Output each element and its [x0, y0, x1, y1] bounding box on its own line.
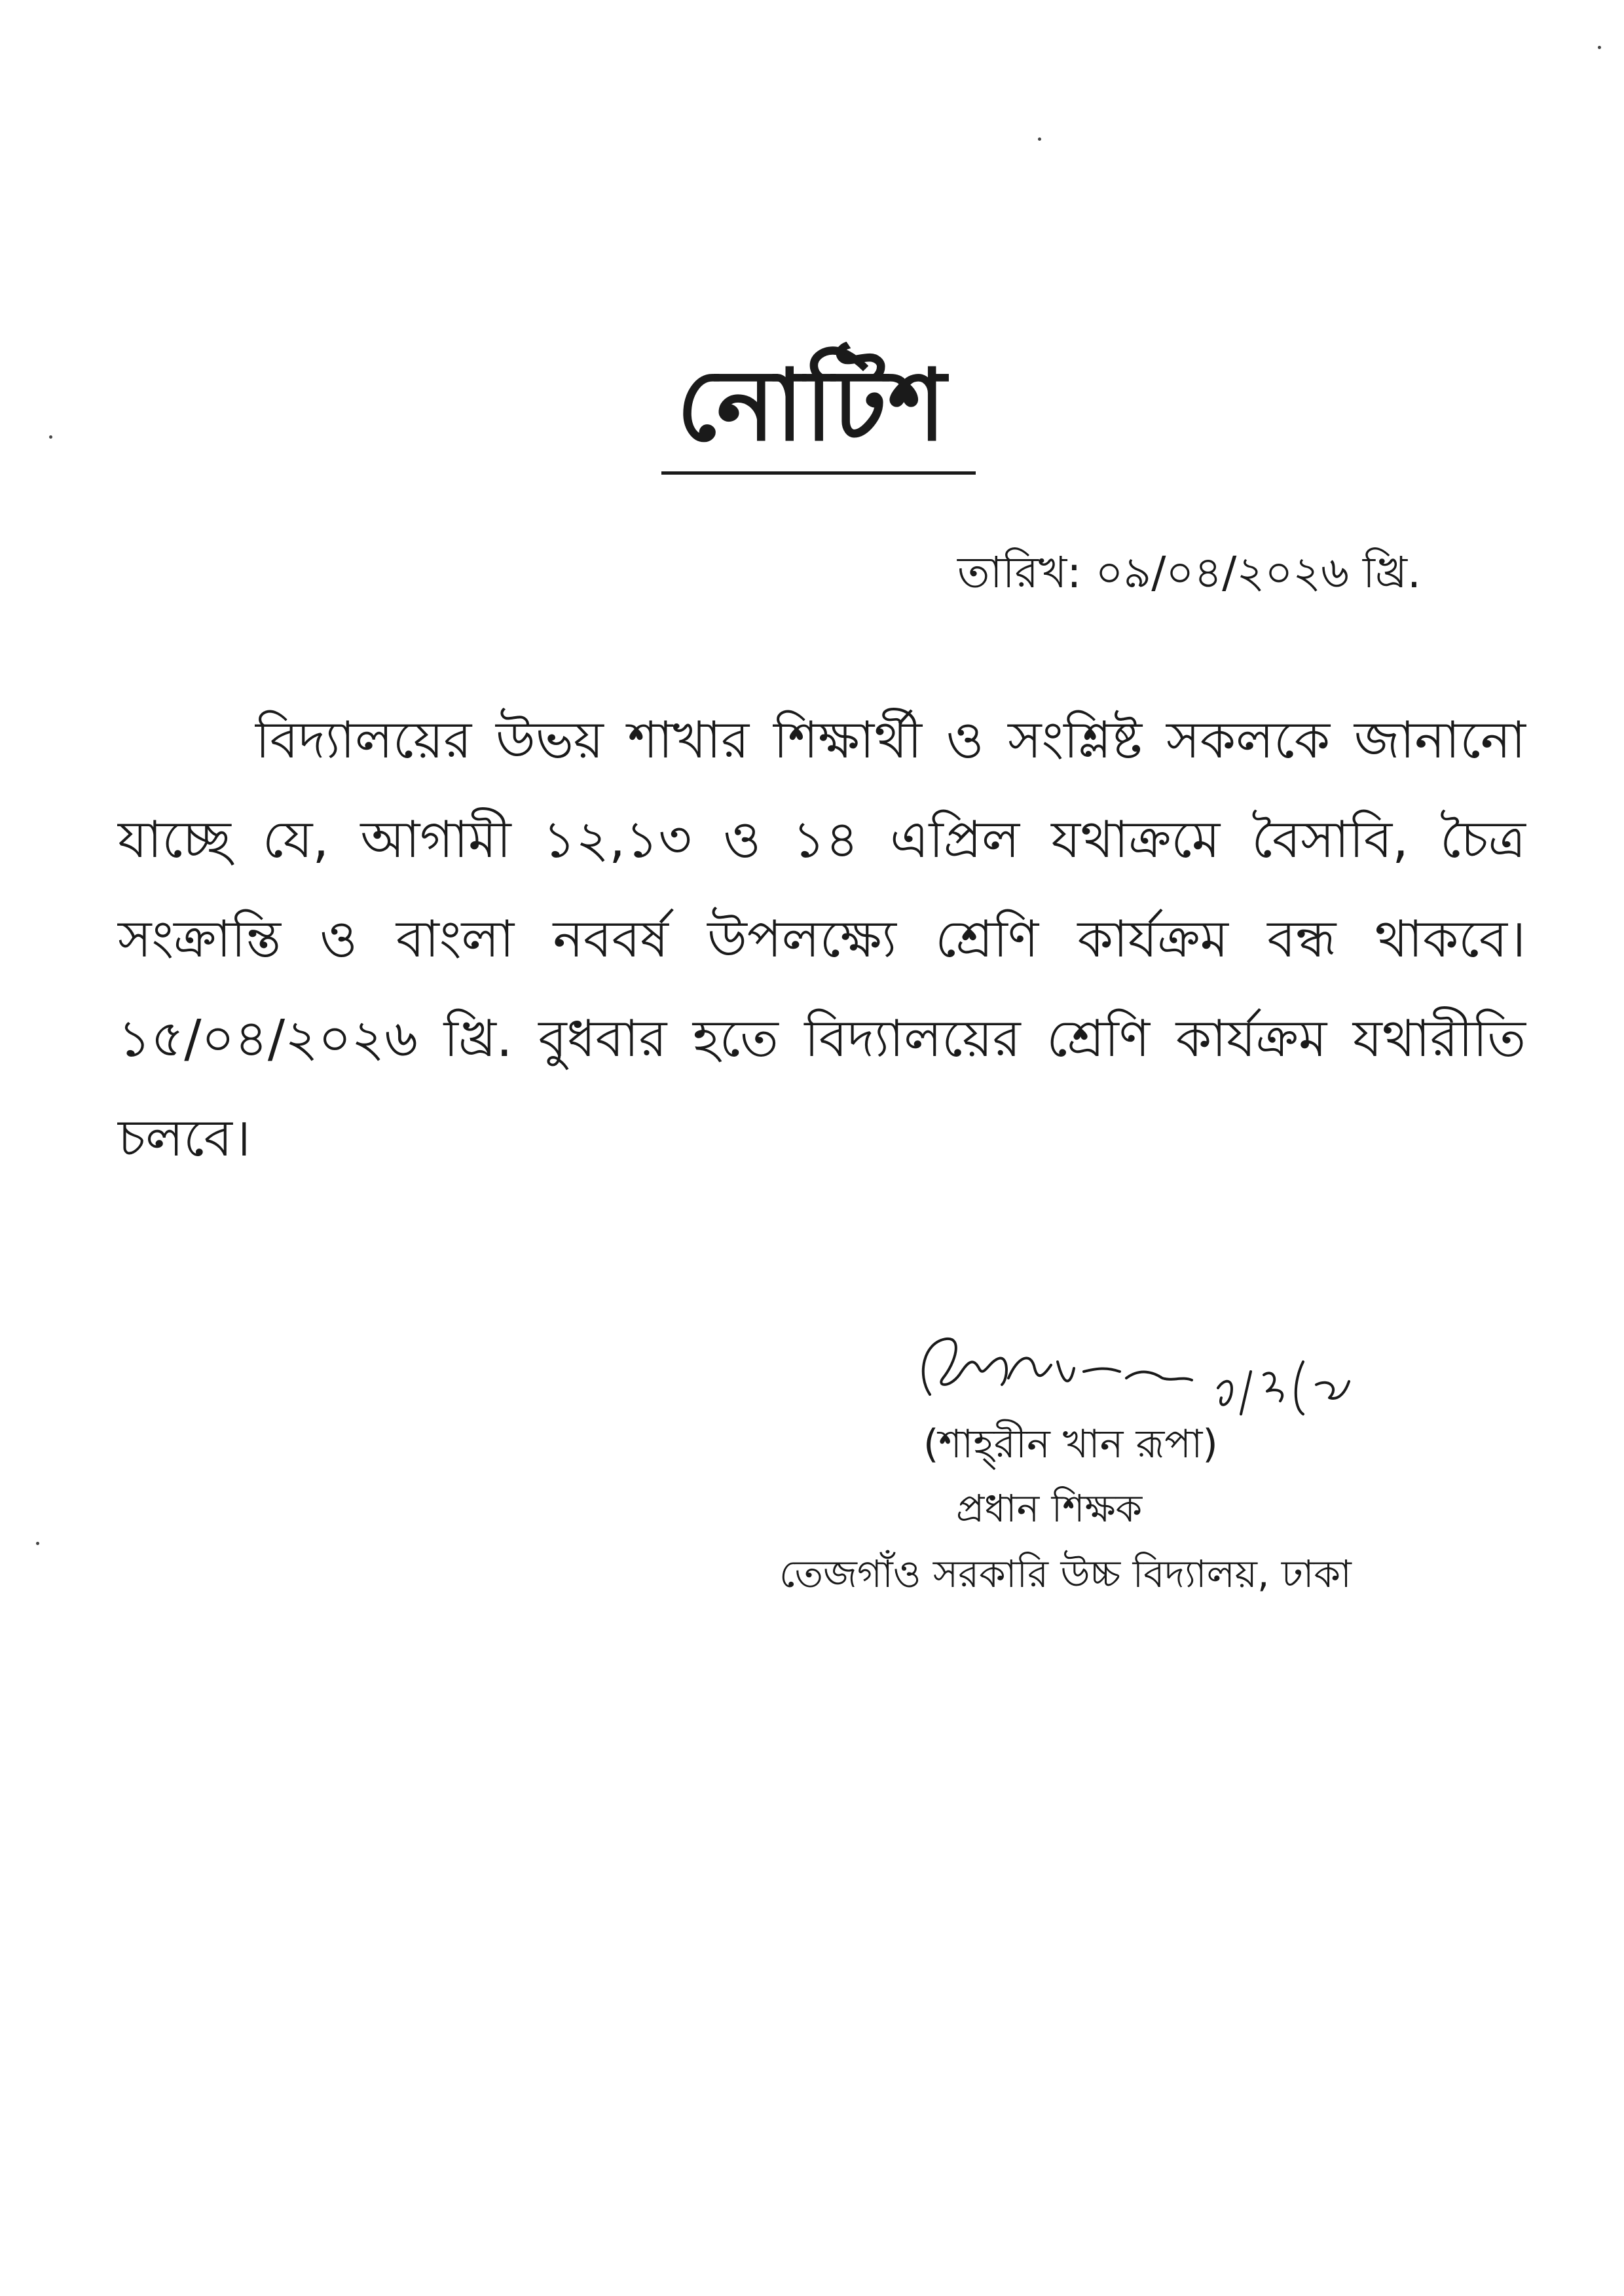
signatory-name: (শাহ্‌রীন খান রূপা)	[923, 1421, 1218, 1467]
scan-speck	[1038, 137, 1041, 141]
handwritten-signature	[910, 1316, 1369, 1427]
title-underline	[661, 471, 976, 475]
notice-title: নোটিশ	[676, 349, 948, 463]
signatory-role: প্রধান শিক্ষক	[956, 1486, 1143, 1531]
scan-speck	[1598, 46, 1601, 49]
scan-speck	[49, 435, 52, 439]
notice-date: তারিখ: ০৯/০৪/২০২৬ খ্রি.	[957, 547, 1421, 598]
notice-body: বিদ্যালয়ের উভয় শাখার শিক্ষার্থী ও সংশ্লিষ্ট সকলকে জানানো যাচ্ছে যে, আগামী ১২,১৩ ও ১৪ এপ্রিল যথাক্রমে বৈসাবি, চৈত্র সংক্রান্তি ও বাংলা নববর্ষ উপলক্ষ্যে শ্রেণি কার্যক্রম বন্ধ থাকবে। ১৫/০৪/২০২৬ খ্রি. বুধবার হতে বিদ্যালয়ের শ্রেণি কার্যক্রম যথারীতি চলবে।	[118, 711, 1526, 1168]
school-name: তেজগাঁও সরকারি উচ্চ বিদ্যালয়, ঢাকা	[779, 1552, 1352, 1596]
scan-speck	[36, 1542, 39, 1545]
